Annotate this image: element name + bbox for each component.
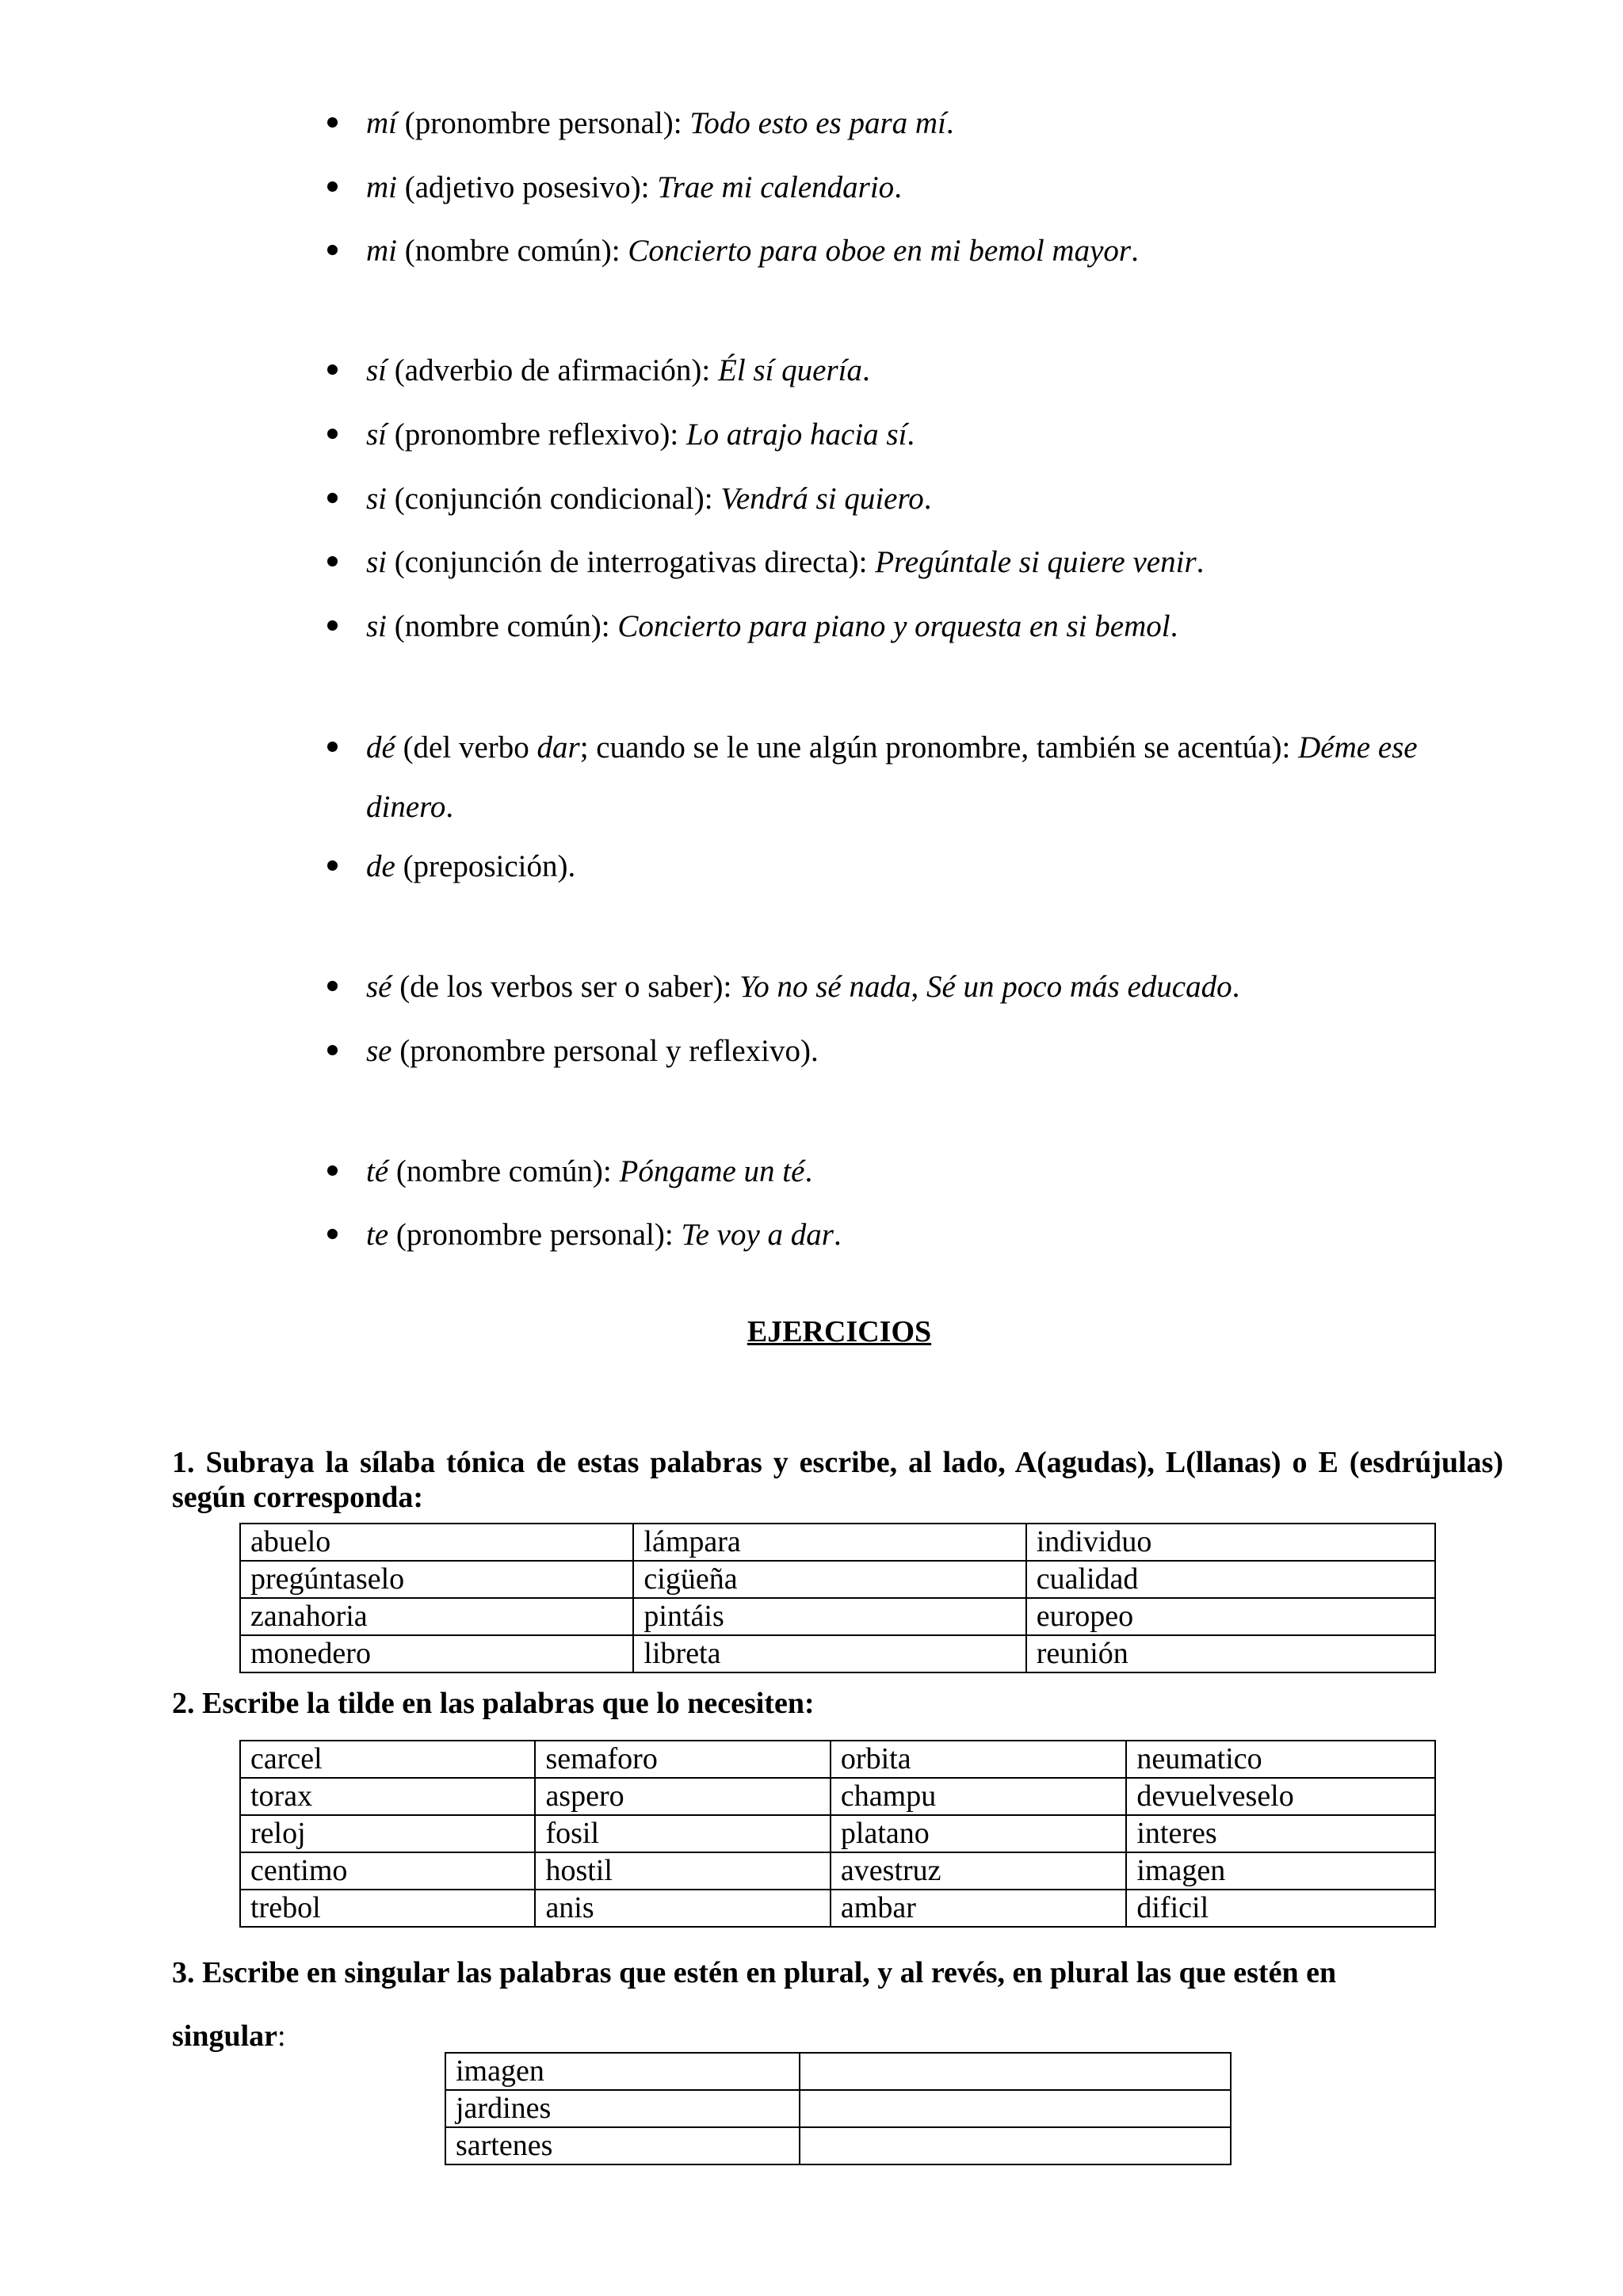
table-cell: aspero [535, 1778, 830, 1815]
example: Lo atrajo hacia sí [685, 418, 907, 452]
table-cell: hostil [535, 1852, 830, 1890]
term-description: (nombre común): [387, 609, 618, 643]
exercise-3-prompt-text: singular [172, 2019, 278, 2053]
example: Trae mi calendario [657, 170, 895, 204]
example: Déme ese [1298, 730, 1418, 765]
table-row [445, 2127, 1231, 2164]
example: Pregúntale si quiere venir [875, 545, 1197, 579]
table-cell: trebol [240, 1890, 535, 1927]
table-row [445, 2090, 1231, 2127]
table-cell: abuelo [240, 1524, 633, 1561]
term: mí [366, 106, 397, 140]
table-cell: devuelveselo [1126, 1778, 1435, 1815]
list-item [366, 971, 1239, 1002]
term: de [366, 849, 395, 883]
list-item [366, 172, 902, 203]
table-cell: carcel [240, 1741, 535, 1778]
punctuation: : [277, 2019, 286, 2053]
verb: dar [537, 730, 580, 765]
list-item [366, 355, 870, 386]
term-description: (nombre común): [388, 1154, 620, 1188]
term: sí [366, 353, 388, 387]
punctuation: . [907, 418, 915, 452]
term-description: (pronombre personal): [397, 106, 690, 140]
table-cell [800, 2053, 1231, 2090]
table-cell: jardines [445, 2090, 800, 2127]
table-cell: reunión [1026, 1635, 1435, 1672]
list-item [366, 851, 575, 882]
term-description: (pronombre personal): [388, 1218, 682, 1252]
exercise-3-prompt-text: 3. Escribe en singular las palabras que estén en plural, y al revés, en plural las que estén en [172, 1956, 1337, 1989]
exercise-2-table [239, 1740, 1436, 1928]
list-item [366, 732, 1418, 763]
bullet-icon [327, 364, 338, 375]
punctuation: . [1131, 234, 1139, 268]
table-cell: champu [831, 1778, 1126, 1815]
table-cell: interes [1126, 1815, 1435, 1852]
table-cell: fosil [535, 1815, 830, 1852]
term: mi [366, 170, 397, 204]
list-item [366, 1219, 842, 1250]
punctuation: . [862, 353, 870, 387]
example: Concierto para oboe en mi bemol mayor [628, 234, 1132, 268]
table-cell: pregúntaselo [240, 1561, 633, 1598]
bullet-icon [327, 245, 338, 255]
table-cell: centimo [240, 1852, 535, 1890]
example: Concierto para piano y orquesta en si bemol [617, 609, 1170, 643]
punctuation: . [894, 170, 902, 204]
term: dé [366, 730, 395, 765]
table-row [240, 1815, 1435, 1852]
table-cell: dificil [1126, 1890, 1435, 1927]
exercise-1-prompt: 1. Subraya la sílaba tónica de estas palabras y escribe, al lado, A(agudas), L(llanas) o E (esdrújulas) según corresponda: [172, 1446, 1503, 1514]
term-description: (pronombre personal y reflexivo). [391, 1034, 819, 1068]
term: se [366, 1034, 392, 1068]
table-row [240, 1852, 1435, 1890]
term-description: (adjetivo posesivo): [397, 170, 658, 204]
bullet-icon [327, 181, 338, 192]
table-cell: sartenes [445, 2127, 800, 2164]
table-cell: libreta [633, 1635, 1025, 1672]
list-item [366, 483, 931, 514]
example: Póngame un té [619, 1154, 805, 1188]
term: sí [366, 418, 388, 452]
example: dinero [366, 790, 446, 824]
exercise-1-table [239, 1523, 1436, 1673]
term: mi [366, 234, 397, 268]
term-description: (adverbio de afirmación): [387, 353, 718, 387]
term: si [366, 482, 388, 516]
table-cell [800, 2090, 1231, 2127]
table-cell: platano [831, 1815, 1126, 1852]
table-cell: pintáis [633, 1598, 1025, 1635]
bullet-icon [327, 556, 338, 566]
example: Él sí quería [718, 353, 862, 387]
example: Todo esto es para mí [689, 106, 946, 140]
table-cell: europeo [1026, 1598, 1435, 1635]
example: Yo no sé nada [739, 970, 911, 1004]
bullet-icon [327, 429, 338, 439]
bullet-icon [327, 742, 338, 752]
term: si [366, 545, 388, 579]
table-cell: imagen [445, 2053, 800, 2090]
table-row [240, 1635, 1435, 1672]
bullet-icon [327, 1229, 338, 1239]
table-row [445, 2053, 1231, 2090]
punctuation: . [833, 1218, 842, 1252]
table-cell: cigüeña [633, 1561, 1025, 1598]
example: Te voy a dar [681, 1218, 834, 1252]
exercise-3-prompt [172, 1941, 1503, 2068]
exercise-3-table [445, 2052, 1232, 2165]
table-row [240, 1524, 1435, 1561]
punctuation: . [445, 790, 454, 824]
section-heading: EJERCICIOS [747, 1315, 932, 1348]
list-item [366, 108, 954, 139]
punctuation: . [1170, 609, 1178, 643]
list-item [366, 611, 1178, 642]
example: Vendrá si quiero [720, 482, 924, 516]
table-cell: imagen [1126, 1852, 1435, 1890]
bullet-icon [327, 1165, 338, 1176]
table-cell: monedero [240, 1635, 633, 1672]
term: sé [366, 970, 392, 1004]
bullet-icon [327, 493, 338, 503]
table-cell: reloj [240, 1815, 535, 1852]
punctuation: . [1232, 970, 1240, 1004]
example: Sé un poco más educado [926, 970, 1232, 1004]
table-cell: torax [240, 1778, 535, 1815]
table-cell: individuo [1026, 1524, 1435, 1561]
table-cell: semaforo [535, 1741, 830, 1778]
punctuation: , [911, 970, 926, 1004]
list-item [366, 419, 915, 450]
list-item-continuation [366, 791, 453, 822]
table-cell [800, 2127, 1231, 2164]
bullet-icon [327, 981, 338, 991]
table-cell: anis [535, 1890, 830, 1927]
table-row [240, 1778, 1435, 1815]
term-description: (del verbo [395, 730, 537, 765]
table-cell: avestruz [831, 1852, 1126, 1890]
term: te [366, 1218, 389, 1252]
table-row [240, 1890, 1435, 1927]
punctuation: . [804, 1154, 813, 1188]
term: si [366, 609, 388, 643]
table-cell: neumatico [1126, 1741, 1435, 1778]
term-description: (conjunción de interrogativas directa): [387, 545, 876, 579]
bullet-icon [327, 620, 338, 631]
term-description: (nombre común): [397, 234, 628, 268]
table-row [240, 1741, 1435, 1778]
term-description: ; cuando se le une algún pronombre, también se acentúa): [579, 730, 1299, 765]
list-item [366, 1035, 819, 1066]
term-description: (pronombre reflexivo): [387, 418, 686, 452]
punctuation: . [1196, 545, 1205, 579]
bullet-icon [327, 1045, 338, 1055]
punctuation: . [945, 106, 954, 140]
list-item [366, 235, 1139, 266]
list-item [366, 547, 1204, 578]
table-cell: lámpara [633, 1524, 1025, 1561]
exercise-2-prompt: 2. Escribe la tilde en las palabras que lo necesiten: [172, 1687, 815, 1720]
list-item [366, 1156, 812, 1187]
table-row [240, 1598, 1435, 1635]
term-description: (preposición). [395, 849, 576, 883]
punctuation: . [923, 482, 932, 516]
bullet-icon [327, 117, 338, 128]
table-cell: cualidad [1026, 1561, 1435, 1598]
table-row [240, 1561, 1435, 1598]
term-description: (de los verbos ser o saber): [391, 970, 740, 1004]
table-cell: orbita [831, 1741, 1126, 1778]
term-description: (conjunción condicional): [387, 482, 721, 516]
table-cell: ambar [831, 1890, 1126, 1927]
table-cell: zanahoria [240, 1598, 633, 1635]
term: té [366, 1154, 389, 1188]
bullet-icon [327, 860, 338, 871]
